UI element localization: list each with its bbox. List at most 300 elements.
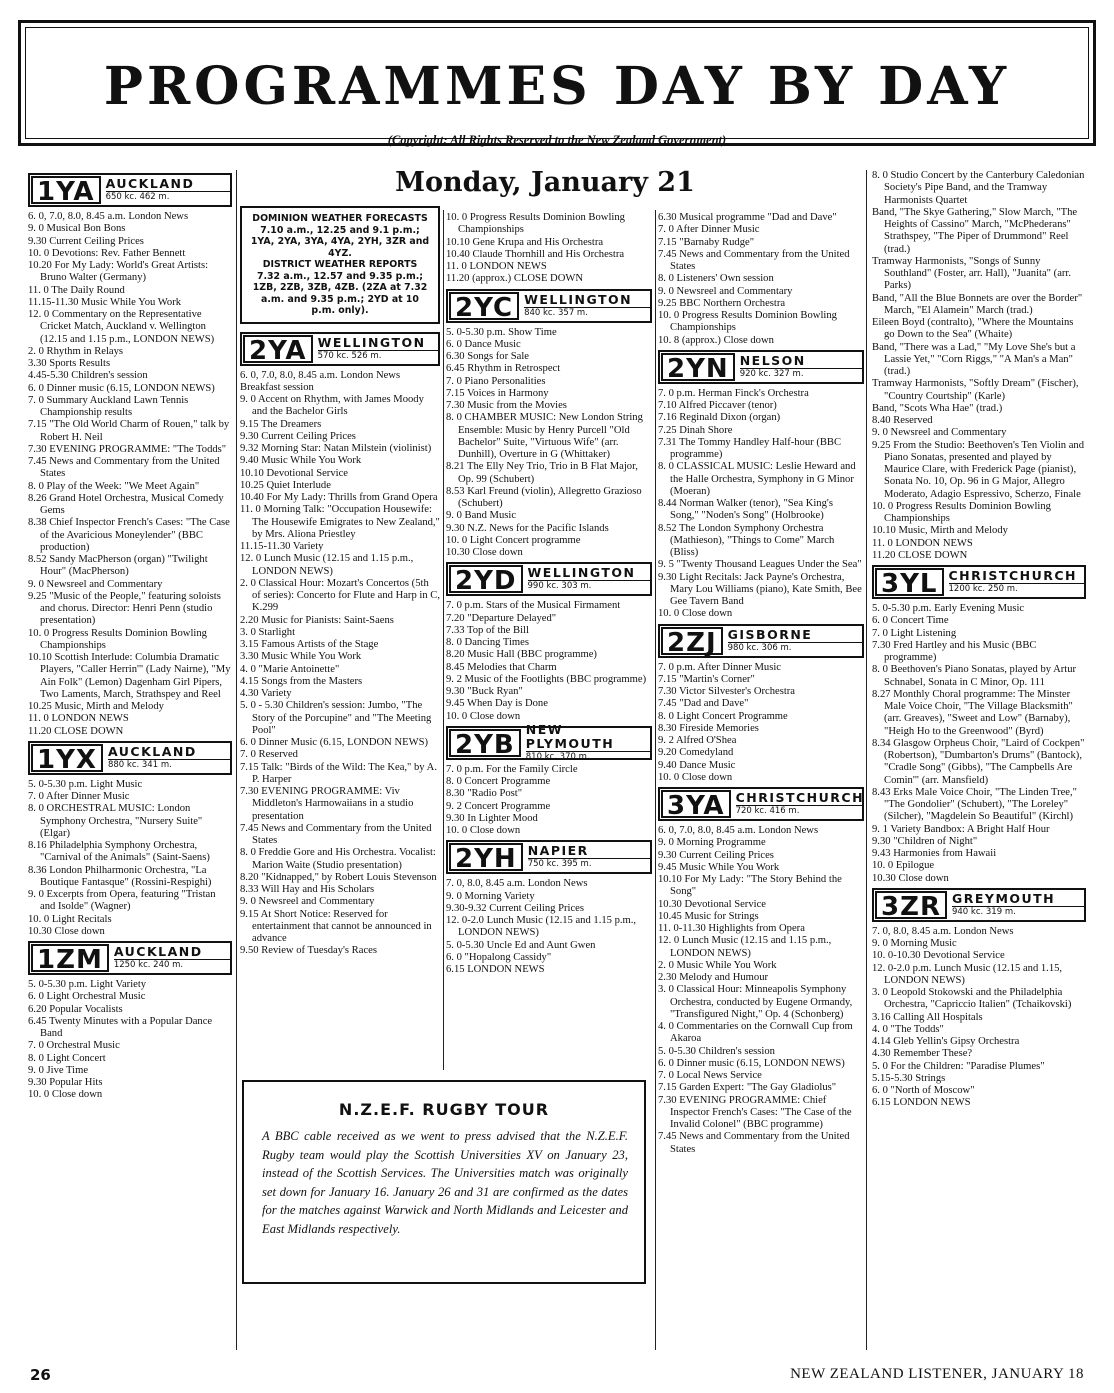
programme-item: 6. 0 Light Orchestral Music <box>28 991 146 1003</box>
programme-item: 9.30 "Children of Night" <box>872 835 978 847</box>
station-frequency: 570 kc. 526 m. <box>317 350 382 361</box>
programme-item: 10.45 Music for Strings <box>658 910 759 922</box>
programme-item: 8. 0 CHAMBER MUSIC: New London String Ensemble: Music by Henry Purcell "Old Bachelor" Suite, "Virtuous Wife" (arr. Dunhill), Overture in G (Whittaker) <box>446 412 643 460</box>
programme-item: 9. 0 Newsreel and Commentary <box>240 896 375 908</box>
programme-item: 5. 0-5.30 p.m. Early Evening Music <box>872 603 1025 614</box>
programme-item: 11. 0 Morning Talk: "Occupation Housewife: The Housewife Emigrates to New Zealand," by Mrs. Aliona Priestley <box>240 504 440 540</box>
programme-item: 8. 0 Listeners' Own session <box>658 273 774 285</box>
programme-item: 8. 0 Concert Programme <box>446 776 551 787</box>
station-frequency: 880 kc. 341 m. <box>107 759 172 770</box>
programme-item: 6.45 Twenty Minutes with a Popular Dance Band <box>28 1015 213 1039</box>
programme-item: 10. 0 Light Concert programme <box>446 534 581 546</box>
programme-item: 6. 0 Dance Music <box>446 338 521 350</box>
weather-box <box>240 206 440 324</box>
station-city: NAPIER <box>528 844 650 859</box>
programme-item: 8.20 Music Hall (BBC programme) <box>446 649 597 661</box>
weather-reports: 7.32 a.m., 12.57 and 9.35 p.m.; 1ZB, 2ZB, 3ZB, 4ZB. (2ZA at 7.32 a.m. and 9.35 p.m.; 2YD at 10 p.m. only). <box>252 270 428 316</box>
copyright-notice: (Copyright: All Rights Reserved to the New Zealand Government) <box>387 133 727 147</box>
programme-item: 7. 0 Summary Auckland Lawn Tennis Championship results <box>28 394 189 418</box>
programme-list-2ya <box>240 370 440 958</box>
programme-item: 4. 0 "Marie Antoinette" <box>240 663 340 675</box>
station-city: WELLINGTON <box>524 293 650 308</box>
programme-item: 9. 0 Accent on Rhythm, with James Moody and the Bachelor Girls <box>240 394 424 418</box>
day-heading: Monday, January 21 <box>395 167 695 198</box>
programme-item: Tramway Harmonists, "Softly Dream" (Fischer), "Country Courtship" (Karle) <box>872 378 1079 402</box>
programme-item: 8.27 Monthly Choral programme: The Minster Male Voice Choir, "The Village Blacksmith" (arr. Greaves), "Sweet and Low" (Barnaby), "Heigh Ho to the Greenwood" (Byrd) <box>872 688 1073 737</box>
programme-item: 7. 0 Piano Personalities <box>446 375 546 387</box>
programme-item: 8.38 Chief Inspector French's Cases: "The Case of the Avaricious Moneylender" (BBC production) <box>28 517 230 553</box>
programme-item: 12. 0-2.0 Lunch Music (12.15 and 1.15 p.m., LONDON NEWS) <box>446 915 637 939</box>
programme-item: 7. 0 Local News Service <box>658 1070 762 1081</box>
programme-item: 9.30 N.Z. News for the Pacific Islands <box>446 522 609 534</box>
programme-item: Band, "There was a Lad," "My Love She's but a Lassie Yet," "Corn Riggs," "A Man's a Man" (trad.) <box>872 341 1076 377</box>
programme-item: 8.33 Will Hay and His Scholars <box>240 884 375 895</box>
programme-item: 2.20 Music for Pianists: Saint-Saens <box>240 614 394 626</box>
programme-item: 7.15 "The Old World Charm of Rouen," talk by Robert H. Neil <box>28 419 230 443</box>
station-frequency: 920 kc. 327 m. <box>739 368 804 379</box>
programme-item: 9. 1 Variety Bandbox: A Bright Half Hour <box>872 823 1050 835</box>
programme-item: 5. 0 For the Children: "Paradise Plumes" <box>872 1060 1045 1072</box>
programme-item: 3.30 Sports Results <box>28 358 111 369</box>
programme-item: 9. 2 Concert Programme <box>446 800 551 812</box>
column-rule <box>236 170 237 1350</box>
programme-item: 11.20 (approx.) CLOSE DOWN <box>446 273 584 285</box>
programme-item: 7.15 "Barnaby Rudge" <box>658 236 755 248</box>
programme-item: 9.20 Comedyland <box>658 747 734 759</box>
programme-item: 11.15-11.30 Variety <box>240 541 324 552</box>
programme-item: 7.31 The Tommy Handley Half-hour (BBC programme) <box>658 436 842 460</box>
station-city: GREYMOUTH <box>952 892 1084 907</box>
programme-item: 7. 0 Orchestral Music <box>28 1040 120 1052</box>
station-call: 1YA <box>31 176 101 204</box>
programme-item: 9.50 Review of Tuesday's Races <box>240 945 377 957</box>
programme-item: 8.52 Sandy MacPherson (organ) "Twilight Hour" (MacPherson) <box>28 554 208 578</box>
programme-item: 10. 0 Light Recitals <box>28 913 112 925</box>
programme-list-2yd <box>446 600 652 723</box>
programme-item: 6.30 Musical programme "Dad and Dave" <box>658 212 837 223</box>
programme-list-1yx <box>28 779 232 938</box>
programme-item: 8. 0 Studio Concert by the Canterbury Caledonian Society's Pipe Band, and the Tramway Harmonists Quartet <box>872 170 1085 206</box>
station-call: 1YX <box>31 744 103 772</box>
station-call: 2YC <box>449 292 519 320</box>
programme-list-2yn <box>658 388 864 621</box>
programme-item: 10.10 Scottish Interlude: Columbia Dramatic Players, "Caller Herrin'" (Lady Nairne), "My Ain Folk" (Lemon) Dagenham Girl Pipers, Two Laments, March, Strathspey and Reel <box>28 652 231 700</box>
station-city: AUCKLAND <box>114 945 230 960</box>
station-call: 1ZM <box>31 944 109 972</box>
station-city: WELLINGTON <box>528 566 651 581</box>
programme-list-2yh <box>446 878 652 976</box>
programme-item: 11.20 CLOSE DOWN <box>872 549 968 561</box>
programme-item: 8.53 Karl Freund (violin), Allegretto Grazioso (Schubert) <box>446 485 642 509</box>
programme-item: 5. 0-5.30 Uncle Ed and Aunt Gwen <box>446 939 596 951</box>
station-header-1yx <box>28 741 232 775</box>
programme-list-2ya-continued <box>446 212 652 286</box>
programme-item: 9.40 Dance Music <box>658 759 736 771</box>
programme-item: 10. 0 Close down <box>446 710 521 722</box>
programme-item: 6.15 LONDON NEWS <box>446 964 545 975</box>
programme-item: 11.15-11.30 Music While You Work <box>28 296 182 308</box>
programme-item: 3. 0 Leopold Stokowski and the Philadelphia Orchestra, "Capriccio Italien" (Tchaikovski) <box>872 987 1072 1011</box>
column-rule <box>866 170 867 1350</box>
programme-item: 7.30 EVENING PROGRAMME: Chief Inspector French's Cases: "The Case of the Invalid Colonel" (BBC programme) <box>658 1094 852 1130</box>
programme-item: 12. 0-2.0 p.m. Lunch Music (12.15 and 1.15, LONDON NEWS) <box>872 962 1063 986</box>
station-call: 2ZJ <box>661 627 723 655</box>
programme-item: 8. 0 Play of the Week: "We Meet Again" <box>28 480 200 492</box>
programme-item: 10. 0 Progress Results Dominion Bowling Championships <box>28 627 207 651</box>
column-1 <box>28 170 232 1360</box>
programme-item: 10.20 For My Lady: World's Great Artists: Bruno Walter (Germany) <box>28 260 209 284</box>
programme-item: 7.33 Top of the Bill <box>446 624 529 636</box>
programme-item: 8.21 The Elly Ney Trio, Trio in B Flat Major, Op. 99 (Schubert) <box>446 461 638 485</box>
programme-item: Band, "The Skye Gathering," Slow March, "The Heights of Cassino" March, "McPhederans" Strathspey, "The Piper of Drummond" Reel (trad.) <box>872 206 1078 255</box>
programme-item: 9.30 Popular Hits <box>28 1077 103 1088</box>
programme-item: 11. 0 The Daily Round <box>28 284 125 296</box>
programme-item: 9.30 In Lighter Mood <box>446 812 538 824</box>
station-call: 3ZR <box>875 891 947 919</box>
programme-item: 7.30 Music from the Movies <box>446 400 567 411</box>
programme-item: 9.40 Music While You Work <box>240 455 362 467</box>
programme-item: 4.30 Variety <box>240 688 292 699</box>
programme-item: 11. 0 LONDON NEWS <box>872 537 973 549</box>
station-frequency: 1250 kc. 240 m. <box>113 960 184 970</box>
programme-item: 4.30 Remember These? <box>872 1048 973 1060</box>
station-city: NELSON <box>740 354 862 369</box>
programme-list-3ya <box>658 825 864 1156</box>
programme-item: 4.45-5.30 Children's session <box>28 370 148 382</box>
programme-item: 7.30 EVENING PROGRAMME: Viv Middleton's Harmowaiians in a studio presentation <box>240 786 414 822</box>
programme-item: 7. 0 p.m. Stars of the Musical Firmament <box>446 600 621 612</box>
programme-item: 10. 0 Progress Results Dominion Bowling Championships <box>872 500 1051 524</box>
programme-item: Tramway Harmonists, "Songs of Sunny Southland" (Foster, arr. Hall), "Juanita" (arr. Parks) <box>872 255 1072 292</box>
programme-item: 9. 2 Alfred O'Shea <box>658 735 737 746</box>
programme-item: 10. 0 Progress Results Dominion Bowling Championships <box>446 212 625 236</box>
programme-item: 9.45 When Day is Done <box>446 698 548 710</box>
programme-item: 10. 0 Close down <box>28 1089 103 1101</box>
programme-item: 9. 0 Newsreel and Commentary <box>658 285 793 297</box>
station-call: 2YH <box>449 843 523 871</box>
programme-item: 10. 0-10.30 Devotional Service <box>872 950 1005 962</box>
column-rule <box>655 210 656 1350</box>
programme-item: 8.30 Fireside Memories <box>658 722 759 734</box>
programme-item: 2. 0 Rhythm in Relays <box>28 345 124 357</box>
station-city: CHRISTCHURCH <box>949 569 1085 584</box>
station-call: 3YA <box>661 790 731 818</box>
programme-item: 7. 0 After Dinner Music <box>658 224 760 236</box>
programme-list-2zj <box>658 662 864 785</box>
programme-item: 7. 0, 8.0, 8.45 a.m. London News <box>446 878 588 890</box>
programme-item: 7.45 News and Commentary from the United States <box>658 1131 850 1155</box>
station-city: CHRISTCHURCH <box>735 790 864 805</box>
programme-item: 6. 0, 7.0, 8.0, 8.45 a.m. London News <box>240 369 401 381</box>
programme-item: Eileen Boyd (contralto), "Where the Mountains go Down to the Sea" (Whaite) <box>872 317 1074 341</box>
programme-item: 7.15 Voices in Harmony <box>446 387 549 399</box>
programme-item: 8. 0 Dancing Times <box>446 637 529 648</box>
programme-item: 2. 0 Classical Hour: Mozart's Concertos (5th of series): Concerto for Flute and Harp in C, K.299 <box>240 577 440 614</box>
programme-item: 10.10 Devotional Service <box>240 467 348 479</box>
station-frequency: 840 kc. 357 m. <box>524 307 588 318</box>
station-frequency: 990 kc. 303 m. <box>527 581 592 592</box>
programme-item: 10. 0 Progress Results Dominion Bowling Championships <box>658 310 837 334</box>
programme-item: 10.10 Music, Mirth and Melody <box>872 525 1008 537</box>
programme-item: 6. 0 "North of Moscow" <box>872 1085 975 1096</box>
programme-item: 5.15-5.30 Strings <box>872 1072 946 1084</box>
programme-item: 9. 0 Morning Programme <box>658 837 766 849</box>
programme-item: 6. 0 Dinner Music (6.15, LONDON NEWS) <box>240 737 429 748</box>
station-header-3ya <box>658 787 864 821</box>
column-3 <box>446 212 652 1072</box>
programme-item: 9. 0 Band Music <box>446 510 517 522</box>
station-header-2yh <box>446 840 652 874</box>
programme-item: 8.20 "Kidnapped," by Robert Louis Stevenson <box>240 871 437 883</box>
programme-item: 9. 0 Jive Time <box>28 1064 89 1076</box>
weather-forecasts: 7.10 a.m., 12.25 and 9.1 p.m.; 1YA, 2YA, 3YA, 4YA, 2YH, 3ZR and 4YZ. <box>250 224 430 259</box>
programme-item: 10.30 Close down <box>872 872 949 884</box>
programme-item: 7. 0 p.m. For the Family Circle <box>446 763 578 775</box>
programme-item: 3. 0 Classical Hour: Minneapolis Symphony Orchestra, conducted by Eugene Ormandy, "Transfigured Night," Op. 4 (Schonberg) <box>658 984 853 1020</box>
programme-item: 6.45 Rhythm in Retrospect <box>446 363 561 375</box>
programme-item: 9.32 Morning Star: Natan Milstein (violinist) <box>240 443 432 454</box>
programme-item: 3.15 Famous Artists of the Stage <box>240 639 379 650</box>
programme-item: 10. 0 Close down <box>446 825 521 836</box>
station-frequency: 720 kc. 416 m. <box>735 806 800 816</box>
station-city: AUCKLAND <box>108 745 230 760</box>
programme-item: 10.40 Claude Thornhill and His Orchestra <box>446 248 625 260</box>
programme-item: 10.10 Gene Krupa and His Orchestra <box>446 236 604 248</box>
programme-item: 9.30 Current Ceiling Prices <box>658 849 774 861</box>
programme-item: 9.30 Light Recitals: Jack Payne's Orchestra, Mary Lou Williams (piano), Kate Smith, Bee Gee Tavern Band <box>658 571 862 607</box>
programme-item: 9. 0 Newsreel and Commentary <box>28 578 163 590</box>
programme-item: 8.43 Erks Male Voice Choir, "The Linden Tree," "The Gondolier" (Schubert), "The Loreley" (Silcher), "Magdelein So Beautiful" (Kirchl) <box>872 786 1077 823</box>
programme-item: 9.30 "Buck Ryan" <box>446 686 523 697</box>
station-city: GISBORNE <box>728 628 862 643</box>
rugby-title: N.Z.E.F. RUGBY TOUR <box>338 1100 550 1119</box>
programme-item: 9.30 Current Ceiling Prices <box>240 430 356 442</box>
programme-item: 9.25 "Music of the People," featuring soloists and chorus. Director: Henri Penn (studio presentation) <box>28 590 221 627</box>
programme-item: 5. 0-5.30 p.m. Light Variety <box>28 979 147 990</box>
programme-item: 7.15 "Martin's Corner" <box>658 673 755 685</box>
programme-item: 8. 0 CLASSICAL MUSIC: Leslie Heward and the Halle Orchestra, Symphony in G Minor (Moeran) <box>658 461 856 497</box>
programme-item: 8. 0 Beethoven's Piano Sonatas, played by Artur Schnabel, Sonata in C Minor, Op. 111 <box>872 664 1077 688</box>
programme-item: 10. 0 Close down <box>658 771 733 783</box>
programme-item: 8. 0 Light Concert Programme <box>658 710 788 722</box>
programme-item: 11.20 CLOSE DOWN <box>28 725 124 737</box>
programme-item: 4.15 Songs from the Masters <box>240 675 363 687</box>
station-call: 2YA <box>243 335 313 363</box>
programme-item: 10.30 Close down <box>446 547 523 558</box>
programme-item: 9.25 From the Studio: Beethoven's Ten Violin and Piano Sonatas, presented and played by Maurice Clare, with Frederick Page (pianist), Sonata No. 10, Op. 96 in G Major, Allegro Moderato, Adagio Espressivo, Scherzo, Finale <box>872 439 1085 500</box>
programme-list-3ya-continued <box>872 170 1086 562</box>
programme-item: 7.20 "Departure Delayed" <box>446 612 557 624</box>
programme-item: 10.40 For My Lady: Thrills from Grand Opera <box>240 492 438 503</box>
programme-item: 7.15 Garden Expert: "The Gay Gladiolus" <box>658 1082 837 1094</box>
station-frequency: 980 kc. 306 m. <box>727 642 792 653</box>
column-4 <box>658 212 864 1352</box>
programme-list-1zm <box>28 979 232 1102</box>
programme-item: 7. 0 p.m. After Dinner Music <box>658 661 781 673</box>
programme-item: 9. 0 Excerpts from Opera, featuring "Tristan and Isolde" (Wagner) <box>28 889 216 913</box>
programme-item: 6. 0, 7.0, 8.0, 8.45 a.m. London News <box>28 211 189 222</box>
programme-item: 4. 0 "The Todds" <box>872 1023 944 1035</box>
programme-item: 3. 0 Starlight <box>240 626 296 638</box>
programme-item: 9.25 BBC Northern Orchestra <box>658 297 786 309</box>
programme-item: 11. 0 LONDON NEWS <box>446 261 547 272</box>
programme-item: 5. 0-5.30 p.m. Light Music <box>28 778 143 790</box>
station-frequency: 1200 kc. 250 m. <box>948 584 1018 594</box>
programme-item: Band, "All the Blue Bonnets are over the Border" March, "El Alamein" March (trad.) <box>872 292 1083 316</box>
station-header-2yn <box>658 350 864 384</box>
column-2 <box>240 206 440 1076</box>
programme-item: 9.45 Music While You Work <box>658 861 780 873</box>
programme-item: 9. 2 Music of the Footlights (BBC programme) <box>446 673 647 685</box>
programme-item: 8.26 Grand Hotel Orchestra, Musical Comedy Gems <box>28 492 224 516</box>
programme-item: 9. 0 Newsreel and Commentary <box>872 427 1007 439</box>
weather-title: DOMINION WEATHER FORECASTS <box>252 213 428 224</box>
station-city: NEW PLYMOUTH <box>526 723 650 752</box>
programme-item: 12. 0 Lunch Music (12.15 and 1.15 p.m., LONDON NEWS) <box>658 935 832 959</box>
programme-item: 6. 0, 7.0, 8.0, 8.45 a.m. London News <box>658 825 819 836</box>
publication-line: NEW ZEALAND LISTENER, JANUARY 18 <box>790 1366 1084 1382</box>
programme-list-3zr <box>872 926 1086 1110</box>
programme-item: 8.52 The London Symphony Orchestra (Mathieson), "Things to Come" March (Bliss) <box>658 522 835 558</box>
programme-item: 9. 5 "Twenty Thousand Leagues Under the Sea" <box>658 559 862 571</box>
programme-item: 9. 0 Morning Music <box>872 938 957 949</box>
weather-reports-title: DISTRICT WEATHER REPORTS <box>262 259 418 270</box>
programme-list-1ya <box>28 211 232 738</box>
station-frequency: 650 kc. 462 m. <box>105 192 170 202</box>
station-city: AUCKLAND <box>106 177 230 192</box>
programme-item: 4.14 Gleb Yellin's Gipsy Orchestra <box>872 1036 1020 1047</box>
programme-item: 9.15 The Dreamers <box>240 418 322 430</box>
column-rule <box>443 210 444 1070</box>
station-frequency: 810 kc. 370 m. <box>525 751 590 762</box>
programme-item: 7.25 Dinah Shore <box>658 424 733 436</box>
programme-item: 10.30 Close down <box>28 925 105 937</box>
programme-item: 9. 0 Morning Variety <box>446 890 535 902</box>
programme-item: 8.34 Glasgow Orpheus Choir, "Laird of Cockpen" (Robertson), "Dumbarton's Drums" (Bantock), "Cradle Song" (Gibbs), "The Campbells Are Comin'" (arr. Mansfield) <box>872 737 1085 786</box>
programme-item: 7.45 News and Commentary from the United States <box>658 248 850 272</box>
station-header-2yb <box>446 721 652 762</box>
programme-item: 9. 0 Musical Bon Bons <box>28 223 126 235</box>
programme-item: 10.10 For My Lady: "The Story Behind the Song" <box>658 874 842 898</box>
programme-item: 10. 0 Devotions: Rev. Father Bennett <box>28 247 186 259</box>
station-header-1ya <box>28 173 232 207</box>
programme-item: 12. 0 Commentary on the Representative Cricket Match, Auckland v. Wellington (12.15 and 1.15 p.m., LONDON NEWS) <box>28 309 215 345</box>
programme-item: Breakfast session <box>240 381 314 393</box>
programme-item: 2.30 Melody and Humour <box>658 972 769 983</box>
programme-item: 7.15 Talk: "Birds of the Wild: The Kea," by A. P. Harper <box>240 761 437 785</box>
programme-item: 9.30-9.32 Current Ceiling Prices <box>446 902 584 914</box>
programme-item: 7.45 News and Commentary from the United States <box>240 822 432 846</box>
programme-item: 6.30 Songs for Sale <box>446 351 529 362</box>
page-title: PROGRAMMES DAY BY DAY <box>103 56 1011 117</box>
station-call: 3YL <box>875 568 944 596</box>
station-header-2zj <box>658 624 864 658</box>
programme-item: 6. 0 Dinner music (6.15, LONDON NEWS) <box>28 382 215 394</box>
programme-list-2yc <box>446 327 652 560</box>
station-header-3yl <box>872 565 1086 599</box>
programme-item: 7. 0 p.m. Herman Finck's Orchestra <box>658 387 809 399</box>
programme-item: 10.25 Quiet Interlude <box>240 479 331 491</box>
programme-item: 8.40 Reserved <box>872 415 933 426</box>
station-header-2yc <box>446 289 652 323</box>
masthead <box>18 20 1096 146</box>
programme-item: 8. 0 ORCHESTRAL MUSIC: London Symphony Orchestra, "Nursery Suite" (Elgar) <box>28 803 203 839</box>
programme-item: 8. 0 Light Concert <box>28 1052 106 1064</box>
programme-item: 8.16 Philadelphia Symphony Orchestra, "Carnival of the Animals" (Saint-Saens) <box>28 840 210 864</box>
programme-item: 11. 0-11.30 Highlights from Opera <box>658 923 805 934</box>
programme-item: 6.15 LONDON NEWS <box>872 1097 971 1109</box>
programme-item: 2. 0 Music While You Work <box>658 959 777 971</box>
programme-item: 7. 0 After Dinner Music <box>28 791 130 802</box>
page-number: 26 <box>30 1366 51 1384</box>
programme-item: Band, "Scots Wha Hae" (trad.) <box>872 402 1003 414</box>
programme-list-2yh-continued <box>658 212 864 347</box>
station-frequency: 750 kc. 395 m. <box>527 859 592 870</box>
programme-item: 7.30 Fred Hartley and his Music (BBC programme) <box>872 639 1037 663</box>
rugby-body: A BBC cable received as we went to press advised that the N.Z.E.F. Rugby team would play the Scottish Universities XV on January 23, instead of the Scottish Services. The Universities match was originally set down for January 16. January 26 and 31 are confirmed as the dates for the matches against Warwick and North Midlands and Leicester and East Midlands respectively. <box>262 1129 628 1236</box>
programme-item: 6. 0 Concert Time <box>872 615 949 627</box>
programme-item: 6. 0 "Hopalong Cassidy" <box>446 951 552 963</box>
programme-item: 8.30 "Radio Post" <box>446 788 523 800</box>
station-call: 2YB <box>449 729 521 757</box>
programme-item: 3.16 Calling All Hospitals <box>872 1011 983 1023</box>
programme-item: 10. 0 Close down <box>658 608 733 620</box>
station-header-2ya <box>240 332 440 366</box>
programme-item: 8.44 Norman Walker (tenor), "Sea King's Song," "Noden's Song" (Holbrooke) <box>658 498 833 522</box>
programme-item: 10.30 Devotional Service <box>658 898 766 910</box>
programme-item: 6. 0 Dinner music (6.15, LONDON NEWS) <box>658 1057 845 1069</box>
programme-item: 11. 0 LONDON NEWS <box>28 713 129 725</box>
programme-list-3yl <box>872 603 1086 885</box>
programme-item: 3.30 Music While You Work <box>240 651 362 663</box>
station-header-3zr <box>872 888 1086 922</box>
programme-item: 7. 0, 8.0, 8.45 a.m. London News <box>872 925 1014 937</box>
programme-item: 7.30 Victor Silvester's Orchestra <box>658 686 795 697</box>
station-city: WELLINGTON <box>318 336 438 351</box>
programme-item: 7.45 News and Commentary from the United States <box>28 456 220 480</box>
programme-item: 5. 0-5.30 p.m. Show Time <box>446 326 557 338</box>
programme-item: 10. 0 Epilogue <box>872 860 935 872</box>
column-5 <box>872 170 1086 1360</box>
programme-item: 5. 0 - 5.30 Children's session: Jumbo, "The Story of the Porcupine" and "The Meeting Pool" <box>240 700 432 736</box>
programme-item: 6.20 Popular Vocalists <box>28 1003 123 1015</box>
programme-item: 7.16 Reginald Dixon (organ) <box>658 412 781 424</box>
rugby-tour-box <box>242 1080 646 1284</box>
station-call: 2YN <box>661 353 735 381</box>
programme-item: 9.43 Harmonies from Hawaii <box>872 848 997 859</box>
programme-item: 8.45 Melodies that Charm <box>446 661 557 673</box>
station-header-2yd <box>446 562 652 596</box>
programme-item: 7.10 Alfred Piccaver (tenor) <box>658 400 777 411</box>
programme-item: 9.15 At Short Notice: Reserved for entertainment that cannot be announced in advance <box>240 908 432 944</box>
station-frequency: 940 kc. 319 m. <box>951 906 1016 917</box>
programme-item: 9.30 Current Ceiling Prices <box>28 235 144 247</box>
programme-item: 8. 0 Freddie Gore and His Orchestra. Vocalist: Marion Waite (Studio presentation) <box>240 847 436 871</box>
programme-item: 7. 0 Light Listening <box>872 627 957 639</box>
programme-item: 7.30 EVENING PROGRAMME: "The Todds" <box>28 443 227 455</box>
station-call: 2YD <box>449 565 523 593</box>
programme-list-2yb <box>446 764 652 838</box>
programme-item: 8.36 London Philharmonic Orchestra, "La Boutique Fantasque" (Rossini-Respighi) <box>28 864 212 888</box>
programme-item: 5. 0-5.30 Children's session <box>658 1045 775 1057</box>
programme-item: 10.25 Music, Mirth and Melody <box>28 701 164 712</box>
station-header-1zm <box>28 941 232 975</box>
programme-item: 7. 0 Reserved <box>240 749 298 761</box>
programme-item: 4. 0 Commentaries on the Cornwall Cup from Akaroa <box>658 1021 853 1045</box>
programme-item: 12. 0 Lunch Music (12.15 and 1.15 p.m., LONDON NEWS) <box>240 553 414 577</box>
programme-item: 10. 8 (approx.) Close down <box>658 334 774 346</box>
programme-item: 7.45 "Dad and Dave" <box>658 698 749 710</box>
